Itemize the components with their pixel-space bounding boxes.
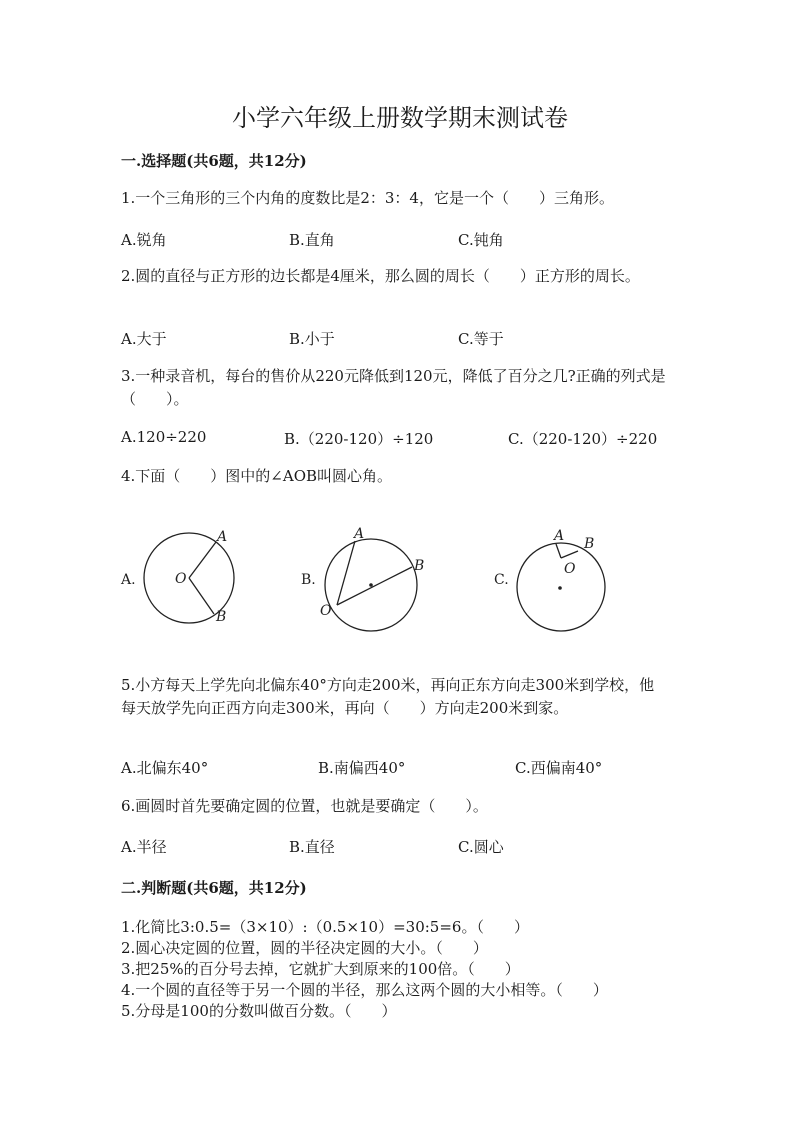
q5-option-c: C.西偏南40°: [515, 759, 603, 777]
figure-a-label-b: B: [216, 609, 227, 625]
judgment-item-4: 4.一个圆的直径等于另一个圆的半径，那么这两个圆的大小相等。（ ）: [121, 981, 608, 999]
figure-b-option-label: B.: [301, 572, 316, 588]
figure-c-segment-oa: [556, 544, 561, 558]
figure-a-option-label: A.: [121, 572, 136, 588]
figure-a-label-o: O: [175, 571, 187, 587]
figure-a-radius-oa: [189, 542, 216, 578]
q1-option-a: A.锐角: [121, 231, 167, 249]
q6-option-c: C.圆心: [458, 838, 504, 856]
question-1: 1.一个三角形的三个内角的度数比是2：3：4，它是一个（ ）三角形。: [121, 189, 614, 207]
figure-c-label-a: A: [554, 528, 565, 544]
figure-c-segment-ob: [561, 551, 578, 558]
figure-c-label-o: O: [564, 561, 576, 577]
circle-figures: [110, 515, 690, 655]
section-heading-choice: 一.选择题(共6题，共12分): [121, 152, 307, 170]
question-5: 5.小方每天上学先向北偏东40°方向走200米，再向正东方向走300米到学校，他每天放学先向正西方向走300米，再向（ ）方向走200米到家。: [121, 676, 655, 717]
question-4: 4.下面（ ）图中的∠AOB叫圆心角。: [121, 467, 393, 485]
figure-b-label-b: B: [414, 558, 425, 574]
judgment-item-5: 5.分母是100的分数叫做百分数。（ ）: [121, 1002, 397, 1020]
question-2: 2.圆的直径与正方形的边长都是4厘米，那么圆的周长（ ）正方形的周长。: [121, 267, 640, 285]
q6-option-b: B.直径: [289, 838, 335, 856]
section-heading-judgment: 二.判断题(共6题，共12分): [121, 879, 307, 897]
q2-option-a: A.大于: [121, 330, 167, 348]
q2-option-c: C.等于: [458, 330, 504, 348]
figure-a-radius-ob: [189, 578, 214, 614]
q2-option-b: B.小于: [289, 330, 335, 348]
question-6: 6.画圆时首先要确定圆的位置，也就是要确定（ ）。: [121, 797, 488, 815]
q3-option-a: A.120÷220: [121, 428, 207, 446]
figure-c-option-label: C.: [494, 572, 509, 588]
question-3: 3.一种录音机，每台的售价从220元降低到120元，降低了百分之几?正确的列式是（ ）。: [121, 367, 666, 408]
figure-b-label-o: O: [320, 603, 332, 619]
q6-option-a: A.半径: [121, 838, 167, 856]
judgment-item-1: 1.化简比3:0.5=（3×10）:（0.5×10）=30:5=6。（ ）: [121, 918, 529, 936]
q5-option-b: B.南偏西40°: [318, 759, 406, 777]
q5-option-a: A.北偏东40°: [121, 759, 209, 777]
judgment-item-2: 2.圆心决定圆的位置，圆的半径决定圆的大小。（ ）: [121, 939, 488, 957]
figure-a-label-a: A: [217, 529, 228, 545]
judgment-item-3: 3.把25%的百分号去掉，它就扩大到原来的100倍。（ ）: [121, 960, 520, 978]
figure-c-center-dot: [558, 586, 562, 590]
figure-b-center-dot: [369, 583, 373, 587]
figure-b-label-a: A: [354, 526, 365, 542]
page-title: 小学六年级上册数学期末测试卷: [232, 104, 568, 132]
figure-b-chord-ob: [337, 567, 412, 605]
q3-option-c: C.（220-120）÷220: [508, 430, 658, 448]
q1-option-c: C.钝角: [458, 231, 504, 249]
figure-c-label-b: B: [584, 536, 595, 552]
q3-option-b: B.（220-120）÷120: [284, 430, 434, 448]
q1-option-b: B.直角: [289, 231, 335, 249]
